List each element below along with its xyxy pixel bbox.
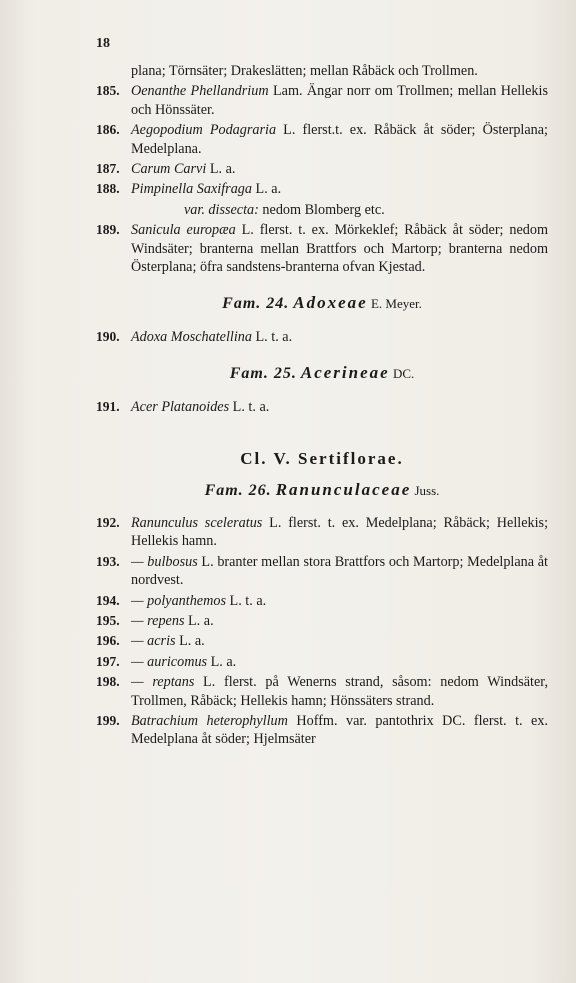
entry-number: 186. bbox=[96, 122, 120, 138]
species-entry bbox=[96, 592, 548, 610]
species-entry bbox=[96, 553, 548, 590]
entry-number: 196. bbox=[96, 633, 120, 649]
species-entry bbox=[96, 653, 548, 671]
species-entry bbox=[96, 612, 548, 630]
species-name: — repens bbox=[131, 612, 185, 629]
species-entry bbox=[96, 398, 548, 416]
family-name: Acerineae bbox=[300, 363, 390, 383]
species-entry bbox=[96, 514, 548, 551]
entry-number: 185. bbox=[96, 83, 120, 99]
species-locality: L. a. bbox=[207, 653, 237, 670]
species-name: — acris bbox=[131, 633, 176, 650]
species-locality: L. flerst.t. ex. Råbäck åt söder; Österplana; Medelplana. bbox=[131, 122, 548, 157]
variety-line bbox=[96, 201, 548, 219]
species-locality: L. a. bbox=[175, 633, 205, 650]
species-name: Carum Carvi bbox=[131, 161, 207, 178]
species-entry bbox=[96, 82, 548, 119]
entry-number: 189. bbox=[96, 222, 120, 238]
species-entry bbox=[96, 673, 548, 710]
entry-number: 199. bbox=[96, 712, 120, 728]
class-heading: Cl. V. Sertiflorae. bbox=[240, 449, 404, 469]
variety-prefix: var. dissecta: bbox=[184, 201, 259, 218]
species-entry bbox=[96, 180, 548, 198]
family-author: E. Meyer. bbox=[367, 296, 422, 312]
species-locality: L. a. bbox=[251, 181, 282, 198]
species-name: — bulbosus bbox=[131, 553, 198, 570]
entry-number: 194. bbox=[96, 592, 120, 608]
entry-number: 191. bbox=[96, 398, 120, 414]
species-name: — auricomus bbox=[131, 653, 208, 670]
species-name: Batrachium heterophyllum bbox=[131, 712, 288, 729]
species-name: Acer Platanoides bbox=[131, 398, 230, 415]
species-entry bbox=[96, 221, 548, 276]
entry-number: 195. bbox=[96, 612, 120, 628]
species-name: Sanicula europæa bbox=[131, 222, 236, 239]
entry-number: 193. bbox=[96, 553, 120, 569]
entry-number: 192. bbox=[96, 514, 120, 530]
species-entry bbox=[96, 160, 548, 178]
family-heading: Fam. 26. Ranunculaceae Juss. bbox=[204, 479, 440, 499]
page-number: 18 bbox=[96, 36, 110, 51]
entries-group-b bbox=[96, 514, 548, 749]
species-name: Ranunculus sceleratus bbox=[131, 514, 263, 531]
species-entry bbox=[96, 328, 548, 346]
family-author: Juss. bbox=[411, 482, 440, 498]
species-locality: L. flerst. t. ex. Mörkeklef; Råbäck åt söder; nedom Windsäter; branterna mellan Brattfors och Martorp; branterna nedom Österplana; öfra sandstens-branterna ofvan Kjestad. bbox=[131, 222, 549, 276]
family-heading: Fam. 24. Adoxeae E. Meyer. bbox=[222, 293, 422, 313]
species-locality: L. a. bbox=[184, 612, 214, 629]
entry-number: 187. bbox=[96, 161, 120, 177]
species-name: Aegopodium Podagraria bbox=[131, 122, 277, 139]
entry-number: 197. bbox=[96, 653, 120, 669]
entry-number: 198. bbox=[96, 674, 120, 690]
variety-text: nedom Blomberg etc. bbox=[258, 201, 385, 218]
species-entry bbox=[96, 712, 548, 749]
species-locality: L. flerst. på Wenerns strand, såsom: nedom Windsäter, Trollmen, Råbäck; Hellekis hamn; Hönssäters strand. bbox=[131, 674, 548, 709]
entry-number: 190. bbox=[96, 328, 120, 344]
species-locality: L. branter mellan stora Brattfors och Martorp; Medelplana åt nordvest. bbox=[131, 553, 548, 589]
species-name: Pimpinella Saxifraga bbox=[131, 181, 252, 198]
continuation-line: plana; Törnsäter; Drakeslätten; mellan Råbäck och Trollmen. bbox=[131, 63, 478, 79]
page-content bbox=[96, 62, 548, 751]
species-locality: L. flerst. t. ex. Medelplana; Råbäck; Hellekis; Hellekis hamn. bbox=[131, 514, 549, 550]
family-heading: Fam. 25. Acerineae DC. bbox=[229, 363, 415, 383]
species-entry bbox=[96, 632, 548, 650]
species-locality: L. t. a. bbox=[229, 398, 270, 415]
species-name: — reptans bbox=[131, 674, 195, 691]
family-name: Adoxeae bbox=[293, 293, 368, 313]
species-locality: L. t. a. bbox=[225, 592, 267, 609]
family-author: DC. bbox=[389, 366, 415, 382]
entries-group-a bbox=[96, 82, 548, 198]
species-name: — polyanthemos bbox=[131, 592, 226, 609]
species-locality: Lam. Ängar norr om Trollmen; mellan Hellekis och Hönssäter. bbox=[131, 83, 548, 118]
species-name: Oenanthe Phellandrium bbox=[131, 83, 269, 100]
species-name: Adoxa Moschatellina bbox=[131, 328, 252, 345]
family-name: Ranunculaceae bbox=[275, 479, 412, 499]
species-locality: Hoffm. var. pantothrix DC. flerst. t. ex. Medelplana åt söder; Hjelmsäter bbox=[131, 712, 548, 748]
species-locality: L. a. bbox=[206, 161, 236, 178]
species-entry bbox=[96, 121, 548, 158]
entry-number: 188. bbox=[96, 181, 120, 197]
species-locality: L. t. a. bbox=[251, 328, 293, 345]
